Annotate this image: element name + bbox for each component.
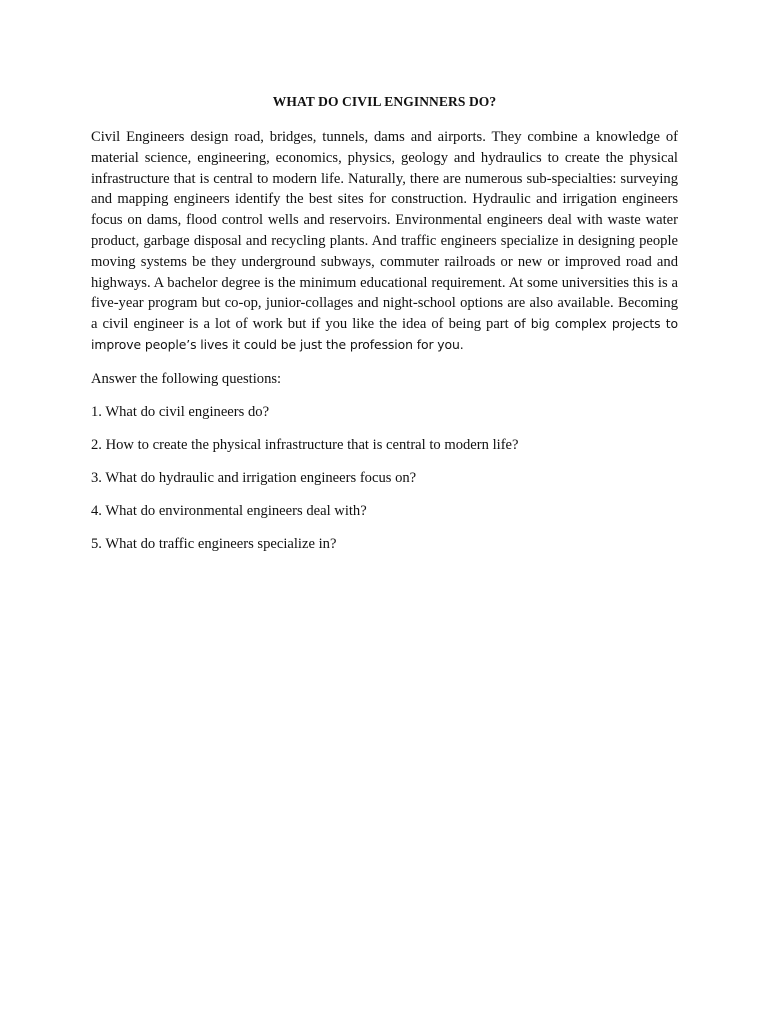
questions-list (91, 402, 678, 554)
question-item-3: 3. What do hydraulic and irrigation engineers focus on? (91, 469, 417, 486)
questions-instructions: Answer the following questions: (91, 370, 282, 387)
body-paragraph (91, 127, 678, 356)
document-title: WHAT DO CIVIL ENGINNERS DO? (272, 94, 497, 109)
question-item-2: 2. How to create the physical infrastructure that is central to modern life? (91, 436, 519, 453)
document-page (91, 93, 678, 554)
question-item-5: 5. What do traffic engineers specialize in? (91, 535, 337, 552)
body-paragraph-main: Civil Engineers design road, bridges, tunnels, dams and airports. They combine a knowledge of material science, engineering, economics, physics, geology and hydraulics to create the physical infrastructure that is central to modern life. Naturally, there are numerous sub-specialties: surveying and mapping engineers identify the best sites for construction. Hydraulic and irrigation engineers focus on dams, flood control wells and reservoirs. Environmental engineers deal with waste water product, garbage disposal and recycling plants. And traffic engineers specialize in designing people moving systems be they underground subways, commuter railroads or new or improved road and highways. A bachelor degree is the minimum educational requirement. At some universities this is a five-year program but co-op, junior-collages and night-school options are also available. Becoming a civil engineer is a lot of work but if you like the idea of being part (91, 129, 678, 333)
question-item-1: 1. What do civil engineers do? (91, 403, 270, 420)
body-paragraph-tail: of big complex projects to improve people’s lives it could be just the profession for you. (91, 316, 678, 352)
question-item-4: 4. What do environmental engineers deal with? (91, 502, 367, 519)
